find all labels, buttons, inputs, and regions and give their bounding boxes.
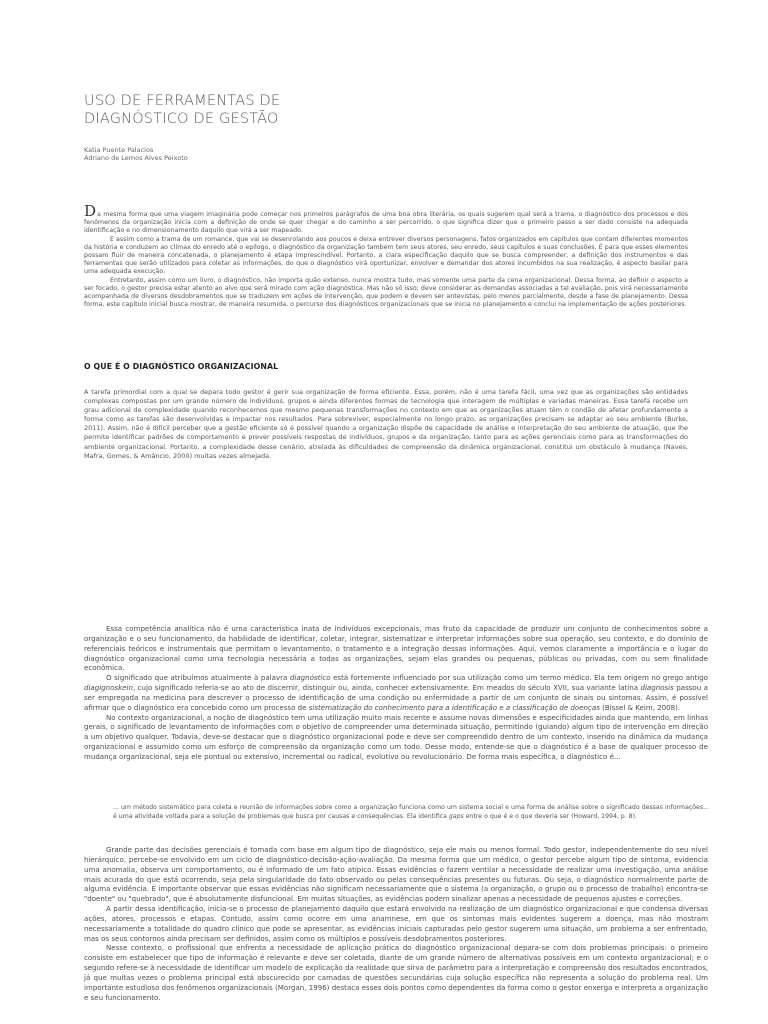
body3-paragraph-3: Nesse contexto, o profissional que enfrenta a necessidade de aplicação prática do diagnóstico organizacional depara-se com dois problemas principais: o primeiro consiste em estabelecer que tipo de informação é relevante e deve ser coletada, diante de um grande número de alternativas possíveis em um contexto organizacional; e o segundo refere-se à necessidade de identificar um modelo de explicação da realidade que sirva de parâmetro para a interpretação e compreensão dos resultados encontrados, já que muitas vezes o problema principal está obscurecido por camadas de questões secundárias cuja solução específica não representa a solução do problema real. Um importante estudioso dos fenômenos organizacionais (Morgan, 1996) destaca esses dois pontos como dependentes da forma como o gestor enxerga e interpreta a organização e seu funcionamento. [84, 943, 708, 1002]
text-run: está fortemente influenciado por sua utilização como um termo médico. Ela tem origem no grego antigo [330, 673, 708, 683]
body3-paragraph-2: A partir dessa identificação, inicia-se o processo de planejamento daquilo que estará envolvido na realização de um diagnóstico organizacional e que condensa diversas ações, atores, processos e etapas. Contudo, assim como ocorre em uma anamnese, em que os sintomas mais evidentes sugerem a doença, mas não mostram necessariamente a totalidade do quadro clínico que pode se apresentar, as evidências iniciais capturadas pelo gestor sugerem uma situação, um problema a ser enfrentado, mas os seus contornos ainda precisam ser definidos, assim como os múltiplos e possíveis desdobramentos posteriores. [84, 904, 708, 943]
section-1-paragraph: A tarefa primordial com a qual se depara todo gestor é gerir sua organização de forma eficiente. Essa, porém, não é uma tarefa fácil, uma vez que as organizações são entidades complexas compostas por um grande número de indivíduos, grupos e ainda diferentes formas de tecnologia que interagem de múltiplas e variadas maneiras. Essa tarefa recebe um grau adicional de complexidade quando reconhecemos que mesmo pequenas transformações no contexto em que as organizações atuam têm o condão de afetar profundamente a forma como as tarefas são desenvolvidas e impactar nos resultados. Para sobreviver, especialmente no longo prazo, as organizações precisam se adaptar ao seu ambiente (Burke, 2011). Assim, não é difícil perceber que a gestão eficiente só é possível quando a organização dispõe de capacidade de análise e interpretação do seu ambiente de atuação, que lhe permite identificar padrões de comportamento e prever possíveis respostas de indivíduos, grupos e da organização, tanto para as ações gerenciais como para as transformações do ambiente organizacional. Portanto, a complexidade desse cenário, atrelada às dificuldades de compreensão da dinâmica organizacional, constitui um obstáculo à mudança (Naves, Mafra, Gomes, & Amâncio, 2000) muitas vezes almejada. [84, 388, 688, 460]
title-line-1: USO DE FERRAMENTAS DE [84, 93, 281, 109]
intro-section [84, 202, 688, 309]
intro-paragraph-1 [84, 202, 688, 236]
body2-paragraph-3: No contexto organizacional, a noção de diagnóstico tem uma utilização muito mais recente e assume novas dimensões e especificidades ainda que mantendo, em linhas gerais, o significado de levantamento de informações com o objetivo de compreender uma determinada situação, permitindo (guiando) algum tipo de intervenção em direção a um objetivo qualquer. Todavia, deve-se destacar que o diagnóstico organizacional pode e deve ser compreendido dentro de um contexto, inserido na dinâmica da mudança organizacional e assumido como um esforço de compreensão da organização como um todo. Desse modo, entende-se que o diagnóstico é a base de qualquer processo de mudança organizacional, seja ele pontual ou extensivo, incremental ou radical, evolutivo ou revolucionário. De forma mais específica, o diagnóstico é... [84, 712, 708, 761]
author-1: Katia Puente Palacios [84, 146, 154, 154]
italic-phrase: sistematização do conhecimento para a identificação e a classificação de doenças [308, 702, 600, 712]
text-run: , cujo significado referia-se ao ato de discernir, distinguir ou, ainda, conhecer extensivamente. Em meados do século XVII, sua variante latina [132, 683, 641, 693]
drop-cap: D [84, 202, 97, 220]
quote-run: entre o que é e o que deveria ser (Howard, 1994, p. 8). [463, 812, 637, 820]
body-part-2 [84, 624, 708, 762]
body2-paragraph-2 [84, 673, 708, 712]
text-run: passou a ser empregada na medicina para descrever o processo de identificação de uma condição ou enfermidade a partir de um conjunto de sinais ou sintomas. Assim, é possível afirmar que o diagnóstico era concebido como um processo de [84, 683, 708, 712]
intro-paragraph-1-text: a mesma forma que uma viagem imaginária pode começar nos primeiros parágrafos de uma boa obra literária, os quais sugerem qual será a trama, o diagnóstico dos processos e dos fenômenos da organização inicia com a definição de onde se quer chegar e do caminho a ser percorrido, o que significa dizer que o primeiro passo a ser dado consiste na adequada identificação e no dimensionamento daquilo que virá a ser mapeado. [84, 211, 688, 235]
body3-paragraph-1: Grande parte das decisões gerenciais é tomada com base em algum tipo de diagnóstico, seja ele mais ou menos formal. Todo gestor, independentemente do seu nível hierárquico, percebe-se envolvido em um ciclo de diagnóstico-decisão-ação-avaliação. Da mesma forma que um médico, o gestor percebe algum tipo de sintoma, evidencia uma anomalia, observa um comportamento, ou é informado de um fato atípico. Essas evidências o fazem ventilar a necessidade de realizar uma investigação, uma análise mais acurada do que está ocorrendo, seja pela singularidade do fato observado ou pelas consequências presentes ou futuras. Ou seja, o diagnóstico normalmente parte de alguma evidência. É importante observar que essas evidências não significam necessariamente que o sistema (a organização, o grupo ou o processo de trabalho) encontra-se "doente" ou "quebrado", que é absolutamente disfuncional. Em muitas situações, as evidências podem sinalizar apenas a necessidade de pequenos ajustes e correções. [84, 845, 708, 904]
block-quote [113, 804, 709, 822]
author-2: Adriano de Lemos Alves Peixoto [84, 154, 188, 162]
section-1-body [84, 388, 688, 461]
quote-run: ... um método sistemático para coleta e reunião de informações sobre como a organização funciona como um sistema social e uma forma de análise sobre o significado dessas informações... é uma atividade voltada para a solução de problemas que busca por causas e consequências. Ela identifica [113, 804, 709, 820]
quote-text [113, 804, 709, 822]
italic-term: diagnóstico [289, 673, 331, 683]
title-line-2: DIAGNÓSTICO DE GESTÃO [84, 111, 279, 127]
citation: (Bissel & Keim, 2008). [599, 702, 681, 712]
italic-term: diagignoskein [84, 683, 133, 693]
section-heading: O QUE É O DIAGNÓSTICO ORGANIZACIONAL [84, 362, 279, 371]
chapter-title [84, 92, 404, 128]
body-part-3 [84, 845, 708, 1003]
authors [84, 146, 188, 162]
italic-term: diagnosis [640, 683, 674, 693]
intro-paragraph-2: E assim como a trama de um romance, que vai se desenrolando aos poucos e deixa entrever diversos personagens, fatos organizados em capítulos que contam diferentes momentos da história e conduzem ao clímax do enredo até o epílogo, o diagnóstico da organização também tem seus atores, seu enredo, seus capítulos e suas conclusões. É para que esses elementos possam fluir de maneira concatenada, o planejamento é etapa imprescindível. Portanto, a clara especificação daquilo que se busca compreender, a definição dos instrumentos e das ferramentas que serão utilizados para coletar as informações, do que o diagnóstico virá oportunizar, envolver e demandar dos atores incumbidos na sua realização, é aspecto basilar para uma adequada execução. [84, 235, 688, 276]
italic-term: gaps [448, 812, 464, 820]
text-run: O significado que atribuímos atualmente à palavra [106, 673, 290, 683]
intro-paragraph-3: Entretanto, assim como um livro, o diagnóstico, não importa quão extenso, nunca mostra tudo, mas somente uma parte da cena organizacional. Dessa forma, ao definir o aspecto a ser focado, o gestor precisa estar atento ao alvo que será mirado com ação diagnóstica. Mas não só isso; deve considerar as demandas associadas a tal avaliação, pois virá necessariamente acompanhada de diversos desdobramentos que se traduzem em ações de intervenção, que podem e devem ser antevistas, pelo menos parcialmente, desde a fase de planejamento. Dessa forma, este capítulo inicial busca mostrar, de maneira resumida, o percurso dos diagnósticos organizacionais que se inicia no planejamento e conclui na implementação de ações posteriores. [84, 276, 688, 309]
body2-paragraph-1: Essa competência analítica não é uma característica inata de indivíduos excepcionais, mas fruto da capacidade de produzir um conjunto de conhecimentos sobre a organização e o seu funcionamento, da habilidade de identificar, coletar, integrar, sistematizar e interpretar informações sobre sua operação, seu contexto, e do domínio de referenciais teóricos e instrumentais que permitam o levantamento, o tratamento e a integração dessas informações. Aqui, vemos claramente a importância e o lugar do diagnóstico organizacional como uma tecnologia necessária a todas as organizações, sejam elas grandes ou pequenas, públicas ou privadas, com ou sem finalidade econômica. [84, 624, 708, 673]
